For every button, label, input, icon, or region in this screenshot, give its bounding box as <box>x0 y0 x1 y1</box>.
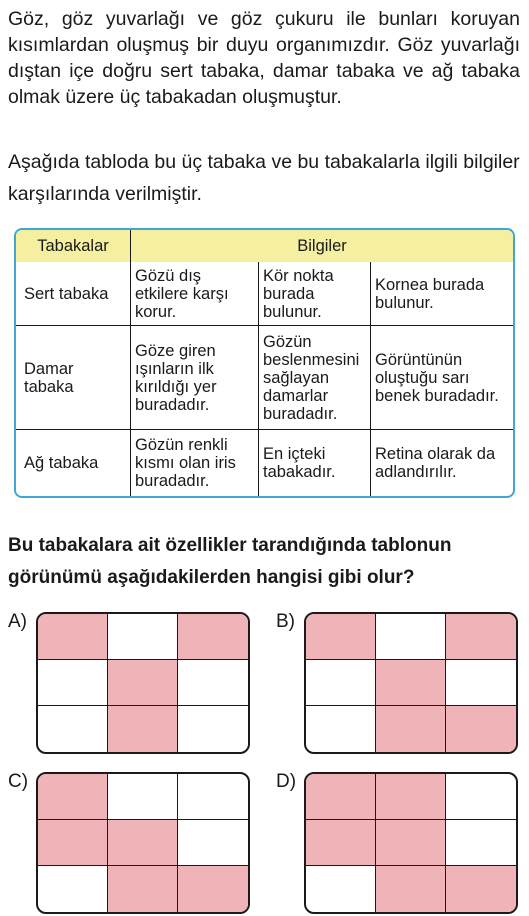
shaded-cell <box>108 866 178 912</box>
shaded-cell <box>376 820 446 866</box>
empty-cell <box>108 614 178 660</box>
info-cell: Görüntünün oluştuğu sarı benek buradadır. <box>371 326 513 430</box>
empty-cell <box>38 866 108 912</box>
option-c-grid[interactable] <box>36 772 250 914</box>
empty-cell <box>306 866 376 912</box>
shaded-cell <box>306 614 376 660</box>
table-header-layers: Tabakalar <box>16 230 131 262</box>
table-row <box>16 326 513 430</box>
empty-cell <box>178 774 248 820</box>
layer-name: Damar tabaka <box>16 326 131 430</box>
shaded-cell <box>376 866 446 912</box>
option-a-grid[interactable] <box>36 612 250 754</box>
empty-cell <box>108 774 178 820</box>
shaded-cell <box>108 706 178 752</box>
info-cell: Kornea burada bulunur. <box>371 262 513 326</box>
empty-cell <box>178 820 248 866</box>
table-header-info: Bilgiler <box>131 230 513 262</box>
shaded-cell <box>38 820 108 866</box>
empty-cell <box>38 706 108 752</box>
option-c-label[interactable]: C) <box>8 771 29 792</box>
info-cell: En içteki tabakadır. <box>259 430 371 496</box>
info-table <box>14 228 515 498</box>
option-b-grid[interactable] <box>304 612 518 754</box>
option-d-grid[interactable] <box>304 772 518 914</box>
shaded-cell <box>178 866 248 912</box>
intro-paragraph: Göz, göz yuvarlağı ve göz çukuru ile bunları koruyan kısımlardan oluşmuş bir duyu organımızdır. Göz yuvarlağı dıştan içe doğru sert tabaka, damar tabaka ve ağ tabaka olmak üzere üç tabakadan oluşmuştur. <box>8 8 520 108</box>
shaded-cell <box>376 774 446 820</box>
empty-cell <box>446 820 516 866</box>
table-row <box>16 262 513 326</box>
shaded-cell <box>376 660 446 706</box>
empty-cell <box>178 706 248 752</box>
empty-cell <box>376 614 446 660</box>
shaded-cell <box>38 774 108 820</box>
info-cell: Gözün renkli kısmı olan iris buradadır. <box>131 430 259 496</box>
empty-cell <box>446 774 516 820</box>
info-cell: Gözü dış etkilere karşı korur. <box>131 262 259 326</box>
empty-cell <box>38 660 108 706</box>
shaded-cell <box>306 774 376 820</box>
intro-paragraph-2: Aşağıda tabloda bu üç tabaka ve bu tabakalarla ilgili bilgiler karşılarında verilmiştir. <box>8 151 520 205</box>
option-a-label[interactable]: A) <box>8 611 27 632</box>
option-b-label[interactable]: B) <box>276 611 295 632</box>
option-d-label[interactable]: D) <box>276 771 297 792</box>
layer-name: Sert tabaka <box>16 262 131 326</box>
shaded-cell <box>108 820 178 866</box>
info-cell: Retina olarak da adlandırılır. <box>375 445 496 481</box>
info-cell: Kör nokta burada bulunur. <box>259 262 371 326</box>
layer-name: Ağ tabaka <box>16 430 131 496</box>
info-cell: Gözün beslenmesini sağlayan damarlar buradadır. <box>259 326 371 430</box>
empty-cell <box>178 660 248 706</box>
question-text: Bu tabakalara ait özellikler tarandığında tablonun görünümü aşağıdakilerden hangisi gibi olur? <box>8 535 452 588</box>
shaded-cell <box>446 866 516 912</box>
info-cell: Göze giren ışınların ilk kırıldığı yer buradadır. <box>131 326 259 430</box>
shaded-cell <box>376 706 446 752</box>
shaded-cell <box>178 614 248 660</box>
empty-cell <box>306 660 376 706</box>
shaded-cell <box>306 820 376 866</box>
shaded-cell <box>446 706 516 752</box>
shaded-cell <box>446 614 516 660</box>
empty-cell <box>306 706 376 752</box>
shaded-cell <box>108 660 178 706</box>
shaded-cell <box>38 614 108 660</box>
table-row <box>16 430 513 496</box>
empty-cell <box>446 660 516 706</box>
